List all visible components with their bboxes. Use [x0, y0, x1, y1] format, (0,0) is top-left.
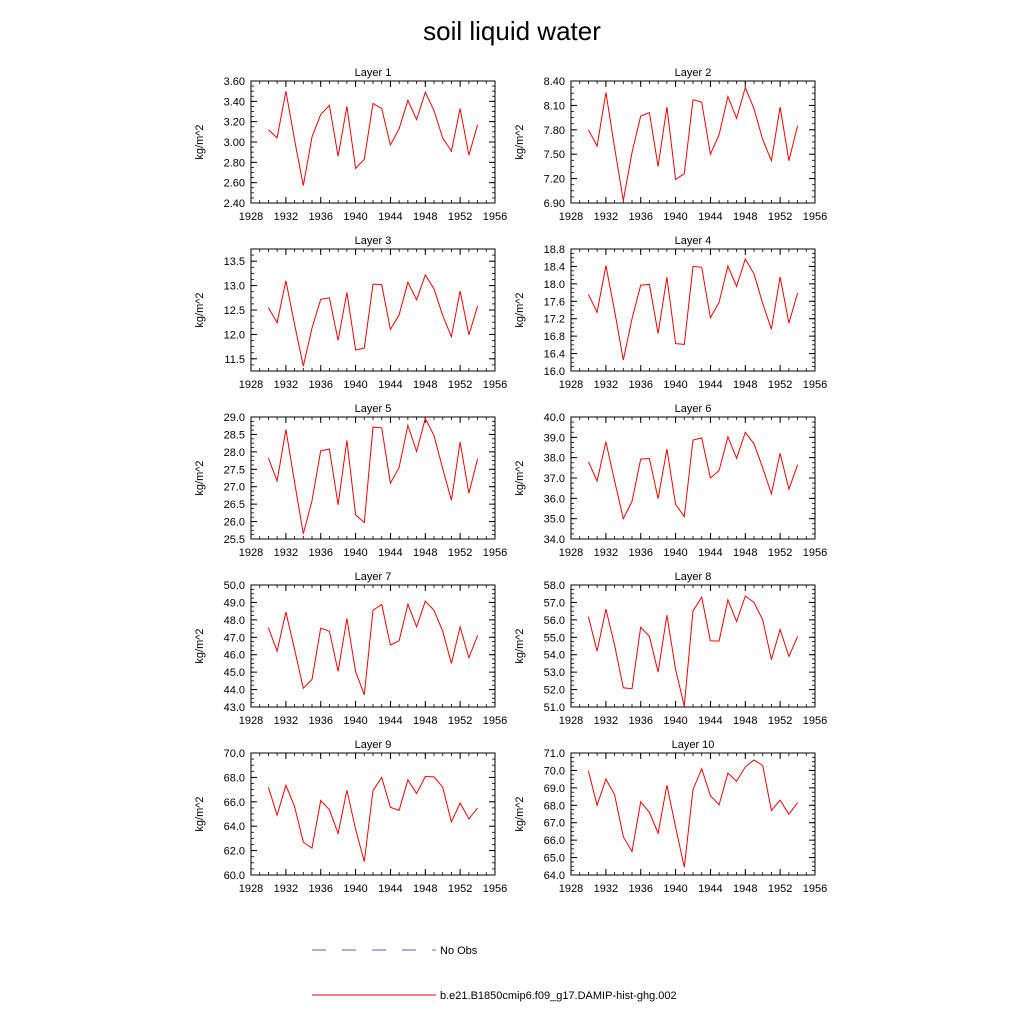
y-tick-label: 27.0 [223, 481, 245, 494]
y-tick-label: 52.0 [543, 684, 565, 697]
y-tick-label: 70.0 [223, 748, 245, 760]
panel-layer-9 [194, 739, 507, 895]
legend [312, 945, 677, 1002]
panel-title: Layer 5 [354, 403, 392, 415]
series-line [268, 275, 477, 366]
x-tick-label: 1932 [273, 211, 299, 223]
panel-layer-1 [194, 67, 507, 223]
series-line [268, 91, 477, 186]
panel-title: Layer 6 [674, 403, 712, 415]
x-tick-label: 1932 [593, 211, 619, 223]
panel-title: Layer 10 [671, 739, 715, 751]
x-tick-label: 1936 [308, 547, 333, 559]
panel-layer-8 [514, 571, 827, 727]
y-tick-label: 65.0 [543, 852, 565, 865]
y-tick-label: 71.0 [543, 748, 565, 760]
y-tick-label: 62.0 [223, 845, 245, 858]
y-tick-label: 54.0 [543, 649, 565, 662]
y-tick-label: 17.2 [543, 313, 565, 326]
panel-title: Layer 9 [354, 739, 392, 751]
y-tick-label: 3.60 [223, 76, 245, 88]
panel-title: Layer 8 [674, 571, 712, 583]
y-tick-label: 17.6 [543, 296, 565, 309]
x-tick-label: 1928 [558, 379, 584, 391]
y-tick-label: 16.4 [543, 348, 565, 361]
x-tick-label: 1932 [593, 883, 619, 895]
x-tick-label: 1928 [558, 715, 584, 727]
y-tick-label: 40.0 [543, 412, 565, 424]
y-tick-label: 45.0 [223, 667, 245, 680]
y-tick-label: 60.0 [223, 870, 245, 882]
plot-frame [571, 753, 815, 875]
y-tick-label: 55.0 [543, 632, 565, 645]
x-tick-label: 1936 [308, 715, 333, 727]
x-tick-label: 1932 [593, 379, 619, 391]
x-tick-label: 1948 [413, 547, 438, 559]
plot-frame [571, 585, 815, 707]
x-tick-label: 1940 [343, 547, 368, 559]
panel-title: Layer 1 [354, 67, 392, 79]
x-tick-label: 1948 [733, 379, 758, 391]
y-tick-label: 46.0 [223, 649, 245, 662]
x-tick-label: 1928 [238, 211, 264, 223]
panel-title: Layer 2 [674, 67, 712, 79]
y-tick-label: 2.40 [223, 198, 245, 210]
y-tick-label: 28.0 [223, 446, 245, 459]
x-tick-label: 1956 [802, 715, 828, 727]
x-tick-label: 1952 [767, 211, 793, 223]
y-tick-label: 64.0 [543, 870, 565, 882]
x-tick-label: 1956 [482, 547, 508, 559]
panel-layer-10 [514, 739, 827, 895]
y-tick-label: 66.0 [543, 835, 565, 848]
y-tick-label: 8.40 [543, 76, 565, 88]
y-tick-label: 28.5 [223, 429, 245, 442]
x-tick-label: 1948 [733, 211, 758, 223]
y-tick-label: 48.0 [223, 614, 245, 627]
y-tick-label: 13.5 [223, 256, 245, 269]
x-tick-label: 1944 [378, 547, 403, 559]
x-tick-label: 1928 [558, 211, 584, 223]
x-tick-label: 1936 [628, 379, 653, 391]
panel-layer-4 [514, 235, 827, 391]
y-axis-label: kg/m^2 [514, 292, 526, 328]
y-tick-label: 70.0 [543, 765, 565, 778]
x-tick-label: 1940 [343, 715, 368, 727]
y-tick-label: 29.0 [223, 412, 245, 424]
series-line [588, 596, 797, 706]
y-tick-label: 16.0 [543, 366, 565, 378]
y-tick-label: 35.0 [543, 513, 565, 526]
y-tick-label: 34.0 [543, 534, 565, 546]
x-tick-label: 1940 [663, 715, 688, 727]
x-tick-label: 1936 [308, 211, 333, 223]
x-tick-label: 1928 [238, 883, 264, 895]
y-axis-label: kg/m^2 [194, 460, 206, 496]
y-tick-label: 12.0 [223, 329, 245, 342]
x-tick-label: 1944 [378, 883, 403, 895]
x-tick-label: 1952 [447, 547, 473, 559]
y-tick-label: 69.0 [543, 782, 565, 795]
x-tick-label: 1948 [413, 211, 438, 223]
panel-title: Layer 3 [354, 235, 392, 247]
y-tick-label: 25.5 [223, 534, 245, 546]
x-tick-label: 1956 [482, 379, 508, 391]
panel-title: Layer 4 [674, 235, 712, 247]
plot-frame [251, 249, 495, 371]
y-tick-label: 18.4 [543, 261, 565, 274]
y-tick-label: 8.10 [543, 100, 565, 113]
y-tick-label: 3.40 [223, 96, 245, 109]
series-line [268, 418, 477, 533]
x-tick-label: 1956 [802, 379, 828, 391]
x-tick-label: 1940 [343, 211, 368, 223]
x-tick-label: 1932 [593, 547, 619, 559]
x-tick-label: 1944 [698, 379, 723, 391]
x-tick-label: 1940 [663, 547, 688, 559]
panel-layer-2 [514, 67, 827, 223]
x-tick-label: 1944 [698, 211, 723, 223]
panel-layer-6 [514, 403, 827, 559]
y-tick-label: 43.0 [223, 702, 245, 714]
y-tick-label: 47.0 [223, 632, 245, 645]
x-tick-label: 1936 [308, 883, 333, 895]
y-tick-label: 38.0 [543, 452, 565, 465]
x-tick-label: 1932 [273, 547, 299, 559]
x-tick-label: 1952 [447, 883, 473, 895]
y-tick-label: 66.0 [223, 796, 245, 809]
x-tick-label: 1956 [482, 211, 508, 223]
x-tick-label: 1948 [413, 883, 438, 895]
x-tick-label: 1944 [378, 715, 403, 727]
x-tick-label: 1956 [482, 883, 508, 895]
x-tick-label: 1948 [413, 379, 438, 391]
y-tick-label: 56.0 [543, 614, 565, 627]
y-tick-label: 3.00 [223, 137, 245, 149]
y-tick-label: 18.8 [543, 244, 565, 256]
y-tick-label: 12.5 [223, 305, 245, 317]
plot-frame [251, 417, 495, 539]
x-tick-label: 1952 [447, 211, 473, 223]
x-tick-label: 1956 [802, 547, 828, 559]
x-tick-label: 1944 [698, 883, 723, 895]
y-axis-label: kg/m^2 [514, 796, 526, 832]
y-axis-label: kg/m^2 [514, 460, 526, 496]
y-tick-label: 7.50 [543, 149, 565, 162]
figure-title: soil liquid water [423, 16, 601, 46]
x-tick-label: 1944 [698, 715, 723, 727]
x-tick-label: 1936 [628, 547, 653, 559]
x-tick-label: 1928 [238, 547, 264, 559]
y-tick-label: 13.0 [223, 280, 245, 293]
x-tick-label: 1948 [733, 715, 758, 727]
series-line [588, 88, 797, 201]
x-tick-label: 1932 [273, 379, 299, 391]
y-tick-label: 50.0 [223, 580, 245, 592]
y-tick-label: 7.80 [543, 124, 565, 137]
y-tick-label: 68.0 [543, 800, 565, 813]
x-tick-label: 1944 [378, 211, 403, 223]
y-tick-label: 16.8 [543, 331, 565, 344]
y-tick-label: 58.0 [543, 580, 565, 592]
plot-frame [251, 753, 495, 875]
y-tick-label: 44.0 [223, 684, 245, 697]
x-tick-label: 1952 [767, 379, 793, 391]
y-tick-label: 3.20 [223, 116, 245, 129]
y-tick-label: 26.5 [223, 499, 245, 512]
y-tick-label: 2.60 [223, 177, 245, 190]
x-tick-label: 1940 [343, 883, 368, 895]
series-line [588, 259, 797, 360]
panel-title: Layer 7 [354, 571, 392, 583]
series-line [588, 432, 797, 518]
y-axis-label: kg/m^2 [194, 796, 206, 832]
y-tick-label: 11.5 [224, 353, 245, 366]
x-tick-label: 1952 [767, 715, 793, 727]
x-tick-label: 1956 [482, 715, 508, 727]
y-tick-label: 18.0 [543, 278, 565, 291]
series-line [588, 760, 797, 867]
y-tick-label: 64.0 [223, 821, 245, 834]
x-tick-label: 1928 [238, 379, 264, 391]
y-tick-label: 6.90 [543, 198, 565, 210]
x-tick-label: 1944 [698, 547, 723, 559]
x-tick-label: 1932 [593, 715, 619, 727]
x-tick-label: 1944 [378, 379, 403, 391]
x-tick-label: 1952 [447, 379, 473, 391]
series-line [268, 777, 477, 862]
x-tick-label: 1940 [663, 211, 688, 223]
y-tick-label: 26.0 [223, 516, 245, 529]
x-tick-label: 1956 [802, 211, 828, 223]
x-tick-label: 1940 [663, 883, 688, 895]
panel-layer-5 [194, 403, 507, 559]
x-tick-label: 1928 [558, 883, 584, 895]
x-tick-label: 1932 [273, 715, 299, 727]
x-tick-label: 1936 [628, 211, 653, 223]
x-tick-label: 1948 [733, 883, 758, 895]
y-tick-label: 53.0 [543, 667, 565, 680]
legend-label-model: b.e21.B1850cmip6.f09_g17.DAMIP-hist-ghg.002 [440, 990, 677, 1002]
y-tick-label: 67.0 [543, 817, 565, 830]
y-tick-label: 51.0 [543, 702, 565, 714]
y-tick-label: 49.0 [223, 597, 245, 610]
x-tick-label: 1952 [447, 715, 473, 727]
y-tick-label: 37.0 [543, 473, 565, 485]
x-tick-label: 1940 [663, 379, 688, 391]
y-tick-label: 27.5 [223, 464, 245, 477]
y-axis-label: kg/m^2 [194, 628, 206, 664]
x-tick-label: 1936 [628, 883, 653, 895]
series-line [268, 601, 477, 695]
plot-frame [571, 417, 815, 539]
y-tick-label: 68.0 [223, 772, 245, 785]
x-tick-label: 1948 [733, 547, 758, 559]
x-tick-label: 1952 [767, 547, 793, 559]
y-axis-label: kg/m^2 [514, 124, 526, 160]
y-axis-label: kg/m^2 [194, 292, 206, 328]
panel-layer-3 [194, 235, 507, 391]
x-tick-label: 1956 [802, 883, 828, 895]
x-tick-label: 1932 [273, 883, 299, 895]
x-tick-label: 1948 [413, 715, 438, 727]
plot-frame [251, 585, 495, 707]
y-tick-label: 7.20 [543, 173, 565, 186]
x-tick-label: 1936 [308, 379, 333, 391]
y-axis-label: kg/m^2 [194, 124, 206, 160]
x-tick-label: 1952 [767, 883, 793, 895]
y-tick-label: 2.80 [223, 157, 245, 170]
y-tick-label: 57.0 [543, 597, 565, 610]
y-tick-label: 36.0 [543, 493, 565, 506]
x-tick-label: 1936 [628, 715, 653, 727]
x-tick-label: 1928 [558, 547, 584, 559]
y-tick-label: 39.0 [543, 432, 565, 445]
y-axis-label: kg/m^2 [514, 628, 526, 664]
x-tick-label: 1940 [343, 379, 368, 391]
panel-layer-7 [194, 571, 507, 727]
panels [194, 67, 827, 895]
legend-label-no-obs: No Obs [440, 945, 478, 957]
x-tick-label: 1928 [238, 715, 264, 727]
